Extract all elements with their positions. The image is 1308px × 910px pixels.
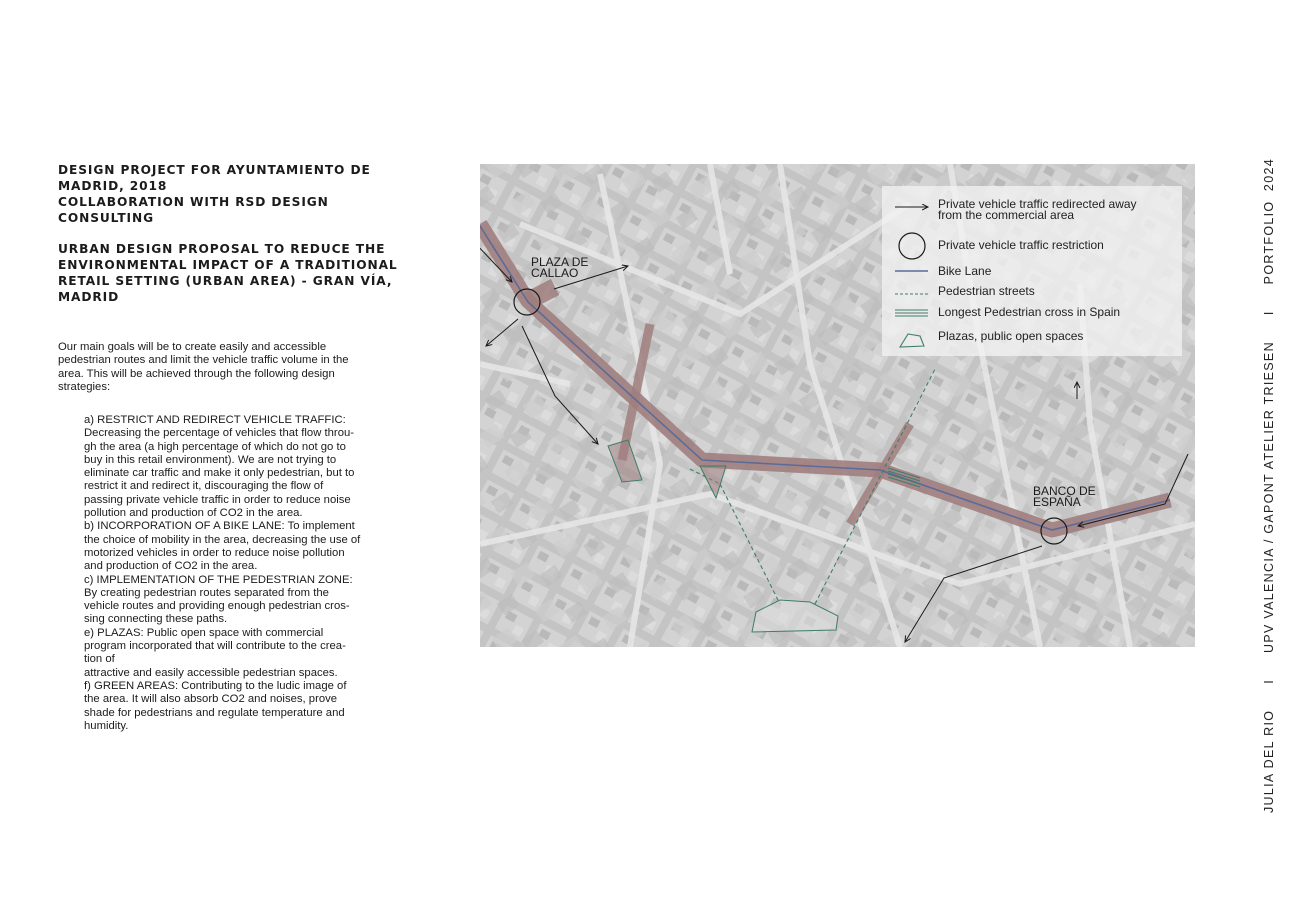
callao-road	[528, 287, 555, 301]
studio-name: UPV VALENCIA / GAPONT ATELIER TRIESEN	[1262, 341, 1276, 653]
goal-line: the area. It will also absorb CO2 and noises, prove	[84, 693, 338, 706]
banco-label	[1033, 486, 1096, 508]
intro-paragraph	[58, 341, 388, 394]
goal-line: program incorporated that will contribute to the crea-	[84, 640, 346, 653]
callao-label	[531, 257, 588, 279]
map-legend	[882, 186, 1182, 356]
plaza-symbol	[900, 334, 924, 347]
goal-line: motorized vehicles in order to reduce noise pollution	[84, 546, 345, 559]
intro-line: strategies:	[58, 380, 111, 393]
legend-plazas: Plazas, public open spaces	[938, 329, 1084, 343]
legend-redirect	[938, 199, 1137, 221]
goal-line: f) GREEN AREAS: Contributing to the ludic image of	[84, 679, 347, 692]
intro-line: area. This will be achieved through the following design	[58, 367, 335, 380]
restriction-circle-symbol	[899, 233, 925, 259]
legend-pedestrian: Pedestrian streets	[938, 284, 1035, 298]
legend-redirect-line: Private vehicle traffic redirected away	[938, 197, 1137, 211]
goal-line: By creating pedestrian routes separated from the	[84, 586, 329, 599]
portfolio-label: PORTFOLIO 2024	[1262, 158, 1276, 285]
goal-line: attractive and easily accessible pedestrian spaces.	[84, 666, 338, 679]
project-heading	[58, 162, 371, 226]
goal-line: passing private vehicle traffic in order to reduce noise	[84, 493, 351, 506]
separator: I	[1262, 310, 1276, 316]
goal-line: a) RESTRICT AND REDIRECT VEHICLE TRAFFIC:	[84, 414, 346, 426]
legend-restriction: Private vehicle traffic restriction	[938, 238, 1104, 252]
project-heading-line: COLLABORATION WITH RSD DESIGN	[58, 195, 329, 209]
goal-line: humidity.	[84, 719, 129, 732]
goal-line: the choice of mobility in the area, decreasing the use of	[84, 533, 361, 546]
proposal-heading	[58, 241, 398, 305]
proposal-heading-line: MADRID	[58, 290, 120, 304]
goal-line: eliminate car traffic and make it only pedestrian, but to	[84, 467, 355, 480]
goal-line: shade for pedestrians and regulate temperature and	[84, 706, 345, 719]
proposal-heading-line: ENVIRONMENTAL IMPACT OF A TRADITIONAL	[58, 258, 398, 272]
goal-line: b) INCORPORATION OF A BIKE LANE: To implement	[84, 520, 355, 533]
legend-bike-lane: Bike Lane	[938, 264, 992, 278]
author-name: JULIA DEL RIO	[1262, 709, 1276, 813]
banco-label-line: ESPAÑA	[1033, 495, 1081, 509]
goal-line: and production of CO2 in the area.	[84, 560, 258, 573]
separator: I	[1262, 678, 1276, 684]
intro-line: Our main goals will be to create easily and accessible	[58, 341, 327, 353]
project-heading-line: MADRID, 2018	[58, 179, 168, 193]
goal-line: e) PLAZAS: Public open space with commercial	[84, 626, 324, 639]
design-goals-list	[84, 414, 389, 733]
proposal-heading-line: RETAIL SETTING (URBAN AREA) - GRAN VÍA,	[58, 274, 393, 288]
goal-line: restrict it and redirect it, discouraging the flow of	[84, 480, 324, 493]
banco-label-line: BANCO DE	[1033, 484, 1096, 498]
goal-line: sing connecting these paths.	[84, 613, 228, 626]
project-heading-line: CONSULTING	[58, 211, 154, 225]
vertical-sidebar	[1262, 158, 1276, 813]
project-heading-line: DESIGN PROJECT FOR AYUNTAMIENTO DE	[58, 163, 371, 177]
legend-redirect-line: from the commercial area	[938, 208, 1075, 222]
goal-line: buy in this retail environment). We are not trying to	[84, 453, 337, 466]
proposal-heading-line: URBAN DESIGN PROPOSAL TO REDUCE THE	[58, 242, 386, 256]
crossing-symbol	[895, 310, 928, 316]
goal-line: tion of	[84, 653, 115, 666]
goal-line: Decreasing the percentage of vehicles that flow throu-	[84, 427, 355, 440]
legend-crossing: Longest Pedestrian cross in Spain	[938, 305, 1121, 319]
callao-label-line: CALLAO	[531, 266, 579, 280]
goal-line: pollution and production of CO2 in the area.	[84, 507, 303, 520]
goal-line: c) IMPLEMENTATION OF THE PEDESTRIAN ZONE:	[84, 573, 353, 586]
intro-line: pedestrian routes and limit the vehicle traffic volume in the	[58, 354, 349, 367]
callao-label-line: PLAZA DE	[531, 255, 589, 269]
goal-line: gh the area (a high percentage of which do not go to	[84, 440, 346, 453]
goal-line: vehicle routes and providing enough pedestrian cros-	[84, 600, 350, 613]
